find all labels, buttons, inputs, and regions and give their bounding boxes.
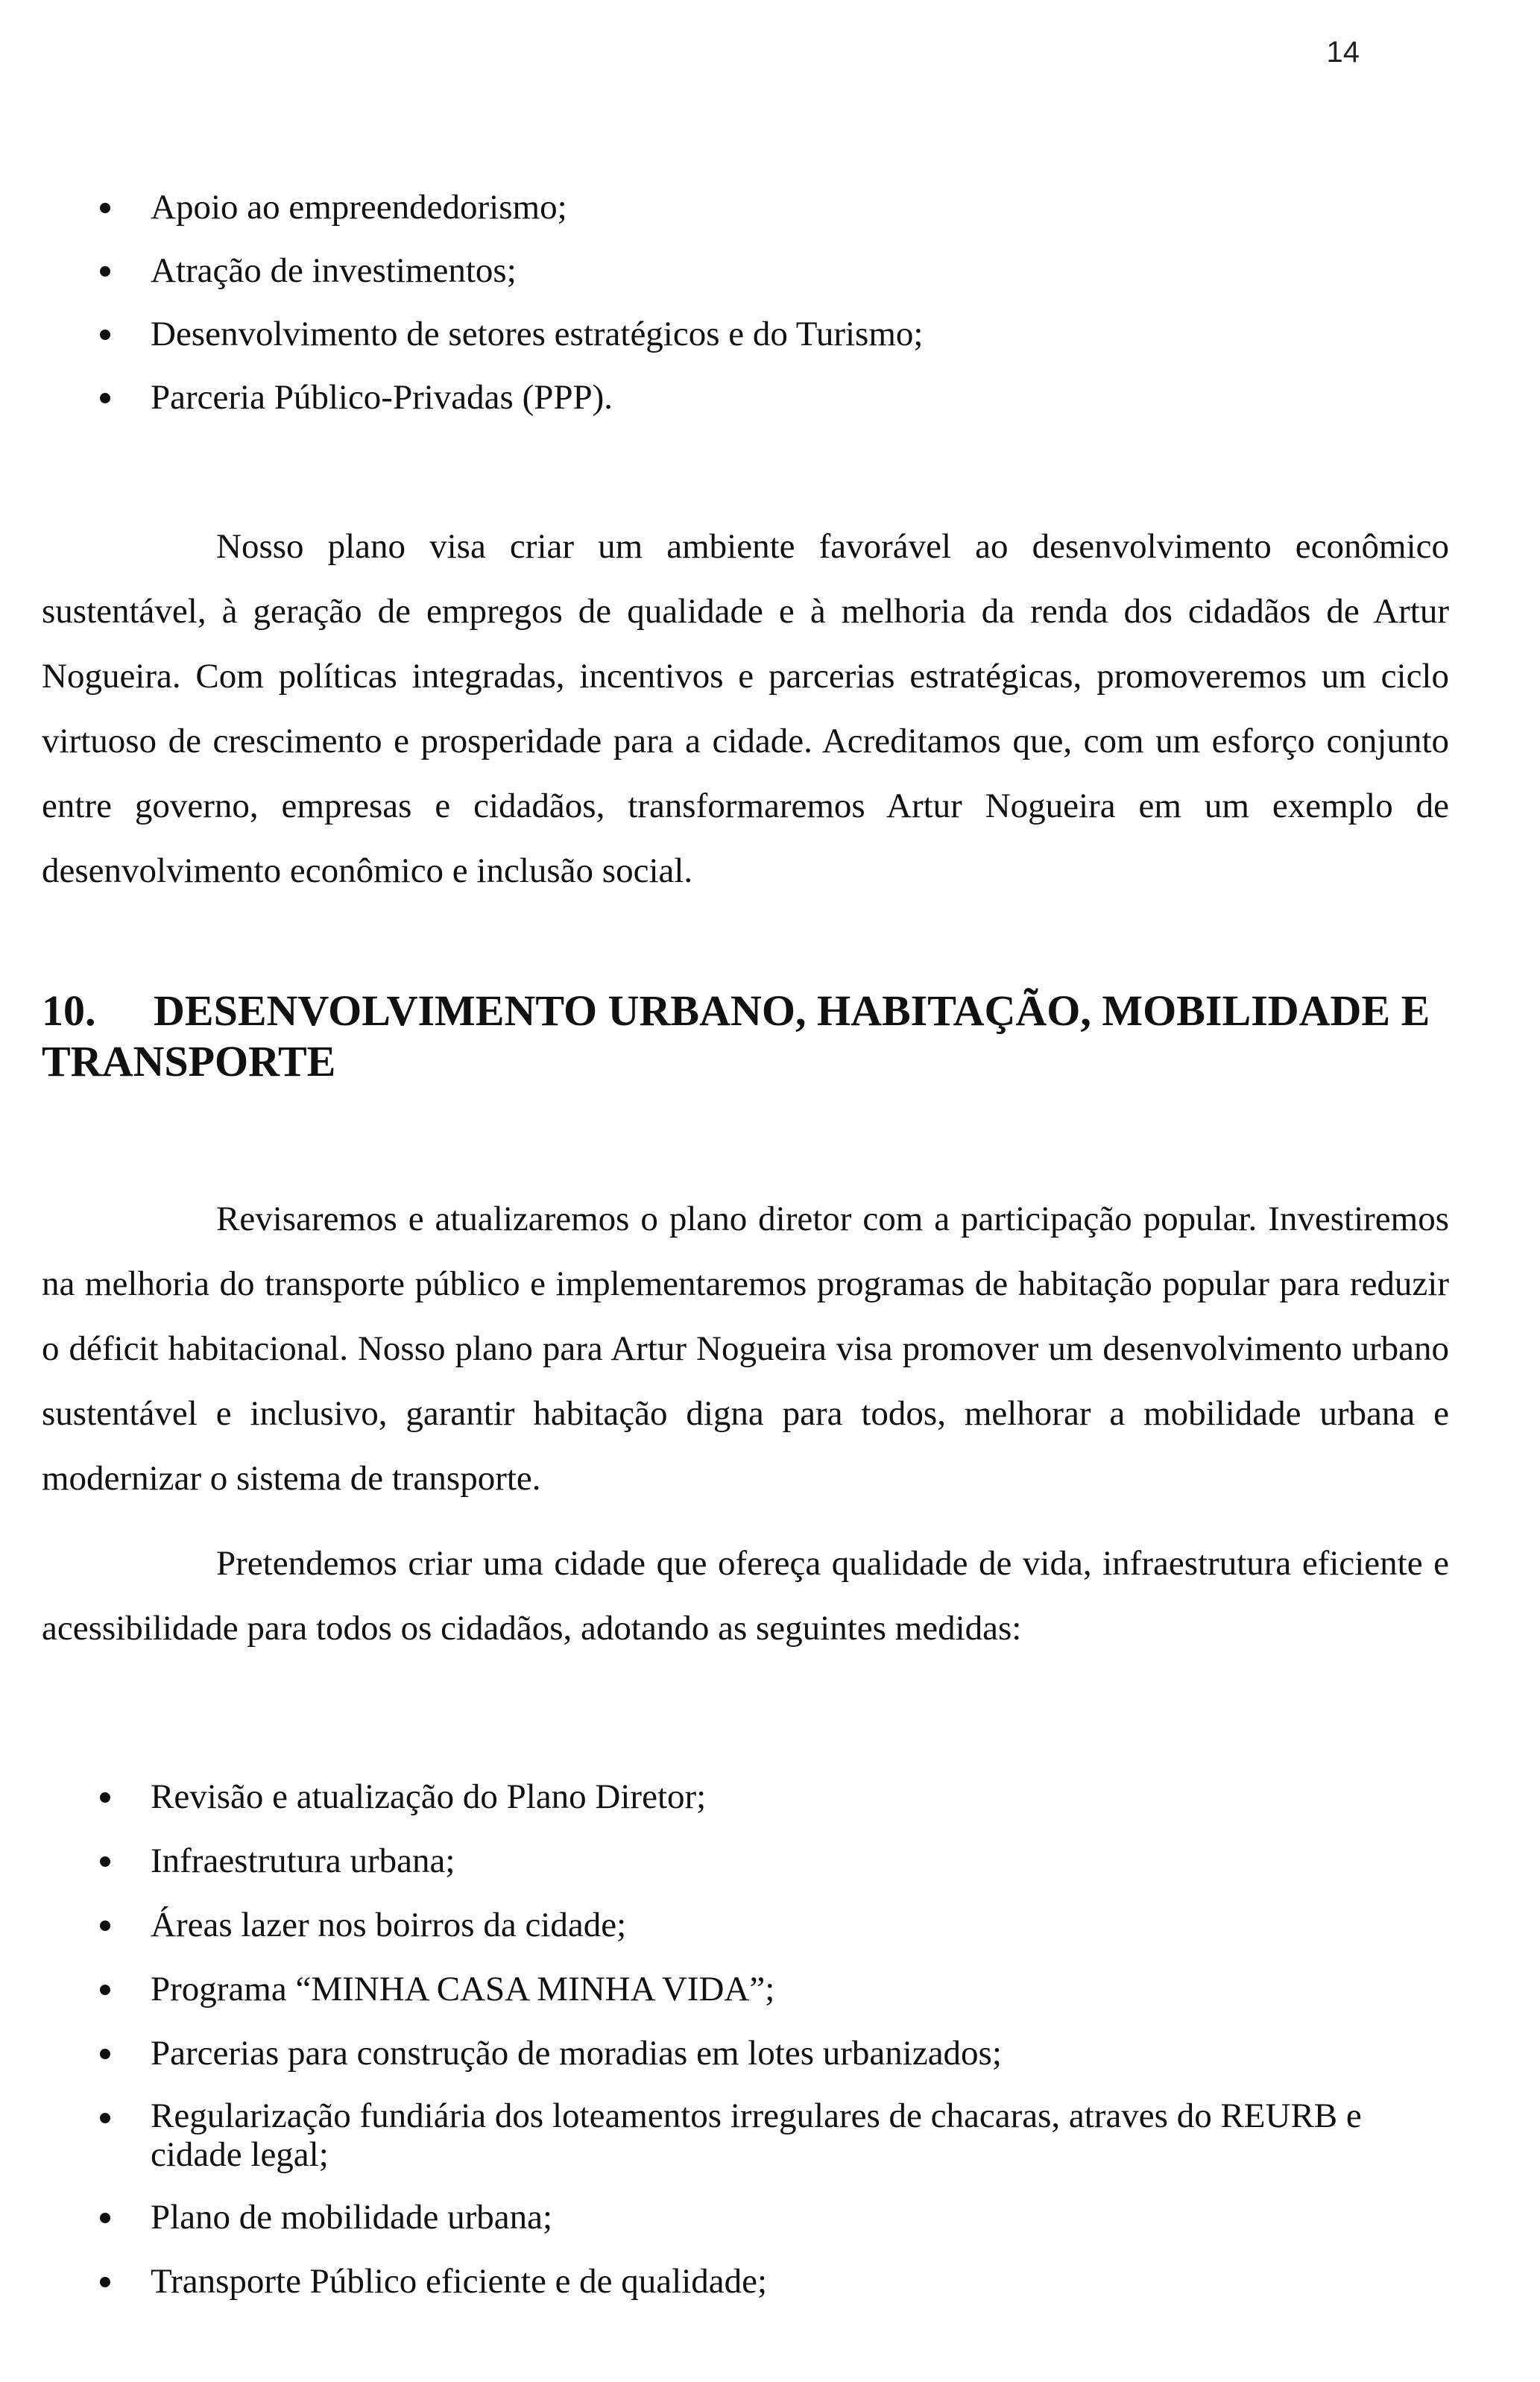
list-item: Parceria Público-Privadas (PPP).: [0, 376, 1448, 418]
list-item: Parcerias para construção de moradias em lotes urbanizados;: [0, 2032, 1448, 2074]
list-item: Programa “MINHA CASA MINHA VIDA”;: [0, 1968, 1448, 2010]
list-item: Transporte Público eficiente e de qualidade;: [0, 2260, 1448, 2302]
bullet-list-urban-measures: [0, 1776, 1448, 2325]
paragraph-economic-plan: Nosso plano visa criar um ambiente favorável ao desenvolvimento econômico sustentável, à geração de empregos de qualidade e à melhoria da renda dos cidadãos de Artur Nogueira. Com políticas integradas, incentivos e parcerias estratégicas, promoveremos um ciclo virtuoso de crescimento e prosperidade para a cidade. Acreditamos que, com um esforço conjunto entre governo, empresas e cidadãos, transformaremos Artur Nogueira em um exemplo de desenvolvimento econômico e inclusão social.: [42, 527, 1449, 890]
paragraph-urban-plan: Revisaremos e atualizaremos o plano diretor com a participação popular. Investiremos na melhoria do transporte público e implementaremos programas de habitação popular para reduzir o déficit habitacional. Nosso plano para Artur Nogueira visa promover um desenvolvimento urbano sustentável e inclusivo, garantir habitação digna para todos, melhorar a mobilidade urbana e modernizar o sistema de transporte.: [42, 1200, 1449, 1498]
section-number: 10.: [42, 986, 96, 1035]
list-item: Revisão e atualização do Plano Diretor;: [0, 1776, 1448, 1818]
list-item: Infraestrutura urbana;: [0, 1840, 1448, 1882]
list-item: Desenvolvimento de setores estratégicos e do Turismo;: [0, 313, 1448, 355]
list-item: Áreas lazer nos boirros da cidade;: [0, 1904, 1448, 1946]
list-item: Apoio ao empreendedorismo;: [0, 186, 1448, 228]
paragraph-measures-intro: Pretendemos criar uma cidade que ofereça qualidade de vida, infraestrutura eficiente e acessibilidade para todos os cidadãos, adotando as seguintes medidas:: [42, 1544, 1449, 1648]
page-number: 14: [1326, 36, 1360, 69]
list-item: Regularização fundiária dos loteamentos irregulares de chacaras, atraves do REURB e cidade legal;: [0, 2096, 1448, 2174]
section-title: DESENVOLVIMENTO URBANO, HABITAÇÃO, MOBILIDADE E TRANSPORTE: [42, 986, 1430, 1086]
list-item: Atração de investimentos;: [0, 250, 1448, 292]
bullet-list-economic: [0, 186, 1448, 440]
section-heading: [42, 986, 1458, 1087]
list-item: Plano de mobilidade urbana;: [0, 2196, 1448, 2238]
